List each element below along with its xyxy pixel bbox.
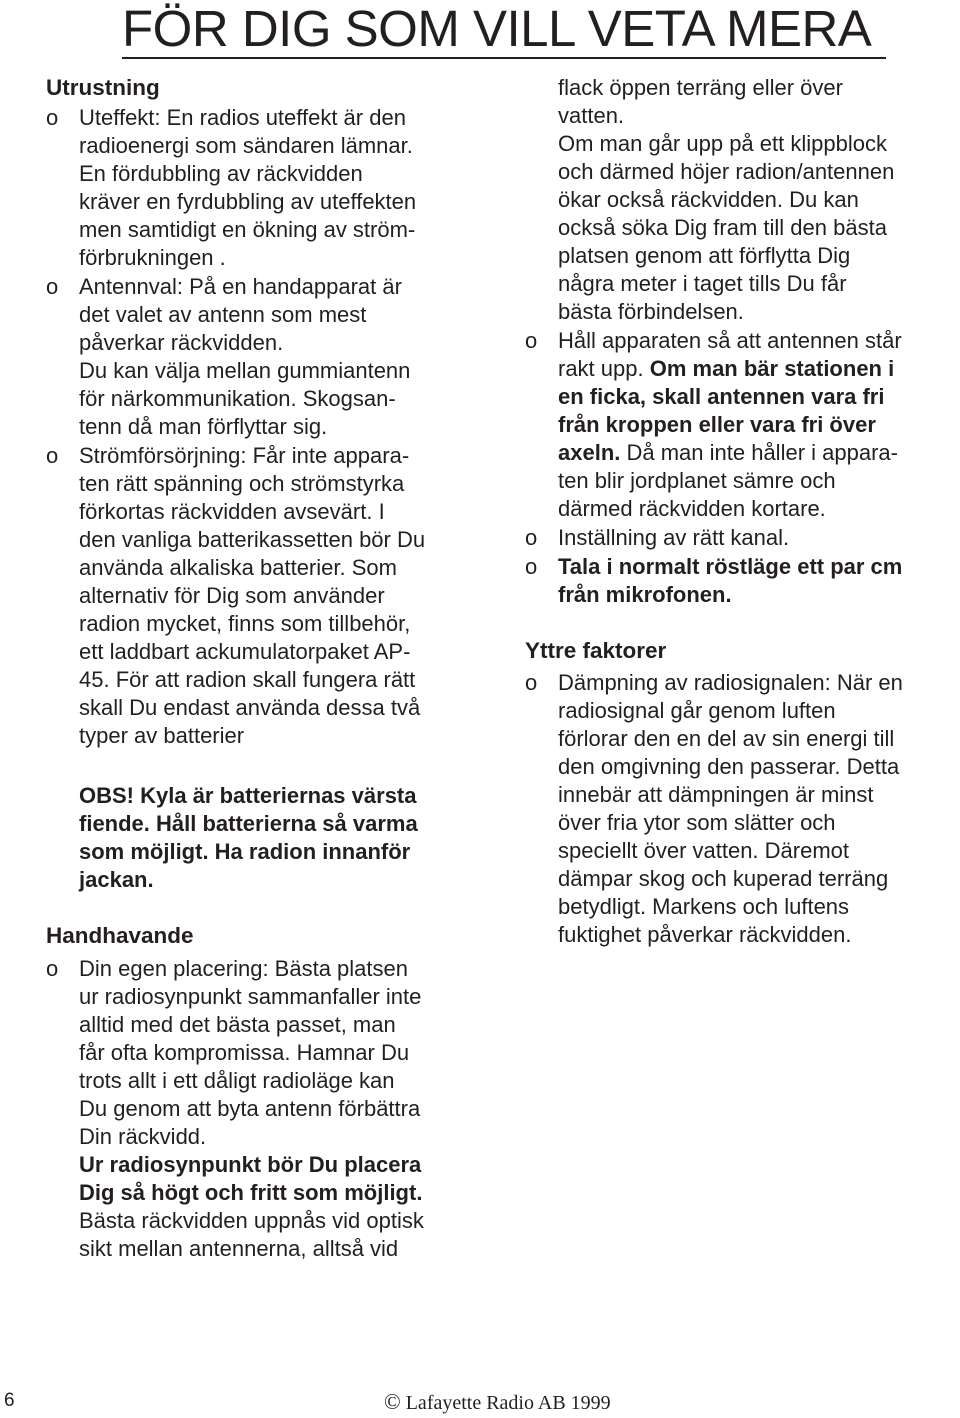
text-line: förlorar den en del av sin energi till [558,726,895,751]
copyright-text: Lafayette Radio AB 1999 [400,1392,611,1414]
bullet-marker: o [525,525,538,550]
text-line: bästa förbindelsen. [558,299,744,324]
text-line: vatten. [558,103,625,128]
emphasis-text: från mikrofonen. [558,582,732,607]
text-line: dämpar skog och kuperad terräng [558,866,889,891]
text-line: skall Du endast använda dessa två [79,695,421,720]
text-span: Då man inte håller i appara- [620,440,898,465]
text-line: innebär att dämpningen är minst [558,782,874,807]
text-line: några meter i taget tills Du får [558,271,847,296]
copyright-notice [384,1390,611,1415]
text-line: förkortas räckvidden avsevärt. I [79,499,385,524]
bullet-marker: o [525,670,538,695]
bullet-marker: o [46,443,59,468]
bullet-marker: o [46,274,59,299]
text-line: förbrukningen . [79,245,226,270]
emphasis-text: Tala i normalt röstläge ett par cm [558,554,903,579]
text-line: och därmed höjer radion/antennen [558,159,895,184]
text-line: trots allt i ett dåligt radioläge kan [79,1068,395,1093]
text-line: använda alkaliska batterier. Som [79,555,397,580]
warning-text: som möjligt. Ha radion innanför [79,839,411,864]
text-line: ökar också räckvidden. Du kan [558,187,859,212]
text-line: platsen genom att förflytta Dig [558,243,851,268]
text-line: kräver en fyrdubbling av uteffekten [79,189,417,214]
text-line: radiosignal går genom luften [558,698,836,723]
text-line: det valet av antenn som mest [79,302,367,327]
text-line: fuktighet påverkar räckvidden. [558,922,852,947]
text-line: ett laddbart ackumulatorpaket AP- [79,639,411,664]
bullet-marker: o [525,328,538,353]
text-line: ur radiosynpunkt sammanfaller inte [79,984,422,1009]
text-line: ten blir jordplanet sämre och [558,468,836,493]
text-line: sikt mellan antennerna, alltså vid [79,1236,399,1261]
text-line: Antennval: På en handapparat är [79,274,402,299]
text-line: påverkar räckvidden. [79,330,284,355]
text-line: Du genom att byta antenn förbättra [79,1096,421,1121]
text-line: Du kan välja mellan gummiantenn [79,358,411,383]
text-line: ten rätt spänning och strömstyrka [79,471,405,496]
text-line: Inställning av rätt kanal. [558,525,790,550]
text-line: flack öppen terräng eller över [558,75,843,100]
section-heading-handhavande: Handhavande [46,923,194,948]
emphasis-text: axeln. [558,440,621,465]
text-line: typer av batterier [79,723,245,748]
text-line: radioenergi som sändaren lämnar. [79,133,413,158]
emphasis-text: en ficka, skall antennen vara fri [558,384,885,409]
bullet-marker: o [46,105,59,130]
text-line: Din räckvidd. [79,1124,207,1149]
text-line: den omgivning den passerar. Detta [558,754,900,779]
text-line: Om man går upp på ett klippblock [558,131,887,156]
text-line: men samtidigt en ökning av ström- [79,217,416,242]
text-line: Dämpning av radiosignalen: När en [558,670,903,695]
emphasis-text: Ur radiosynpunkt bör Du placera [79,1152,422,1177]
text-line: över fria ytor som slätter och [558,810,836,835]
text-line: En fördubbling av räckvidden [79,161,363,186]
text-line: den vanliga batterikassetten bör Du [79,527,426,552]
text-line [558,439,898,467]
text-span: rakt upp. [558,356,650,381]
text-line: alltid med det bästa passet, man [79,1012,396,1037]
text-line: tenn då man förflyttar sig. [79,414,328,439]
emphasis-text: från kroppen eller vara fri över [558,412,876,437]
text-line: radion mycket, finns som tillbehör, [79,611,411,636]
text-line: Bästa räckvidden uppnås vid optisk [79,1208,424,1233]
page-number: 6 [4,1390,15,1411]
text-line [558,355,894,383]
text-line: Strömförsörjning: Får inte appara- [79,443,410,468]
section-heading-utrustning: Utrustning [46,75,160,100]
text-line: Håll apparaten så att antennen står [558,328,902,353]
text-line: 45. För att radion skall fungera rätt [79,667,416,692]
text-line: får ofta kompromissa. Hamnar Du [79,1040,410,1065]
text-line: speciellt över vatten. Däremot [558,838,850,863]
warning-text: fiende. Håll batterierna så varma [79,811,418,836]
text-line: betydligt. Markens och luftens [558,894,850,919]
warning-text: jackan. [79,867,154,892]
page-title: FÖR DIG SOM VILL VETA MERA [122,0,872,57]
warning-text: OBS! Kyla är batteriernas värsta [79,783,417,808]
emphasis-text: Om man bär stationen i [649,356,895,381]
emphasis-text: Dig så högt och fritt som möjligt. [79,1180,423,1205]
text-line: därmed räckvidden kortare. [558,496,826,521]
text-line: också söka Dig fram till den bästa [558,215,887,240]
bullet-marker: o [525,554,538,579]
text-line: Din egen placering: Bästa platsen [79,956,408,981]
copyright-icon: © [384,1389,401,1414]
text-line: Uteffekt: En radios uteffekt är den [79,105,406,130]
text-line: för närkommunikation. Skogsan- [79,386,396,411]
title-underline [122,57,886,59]
bullet-marker: o [46,956,59,981]
text-line: alternativ för Dig som använder [79,583,385,608]
section-heading-yttre-faktorer: Yttre faktorer [525,638,667,663]
